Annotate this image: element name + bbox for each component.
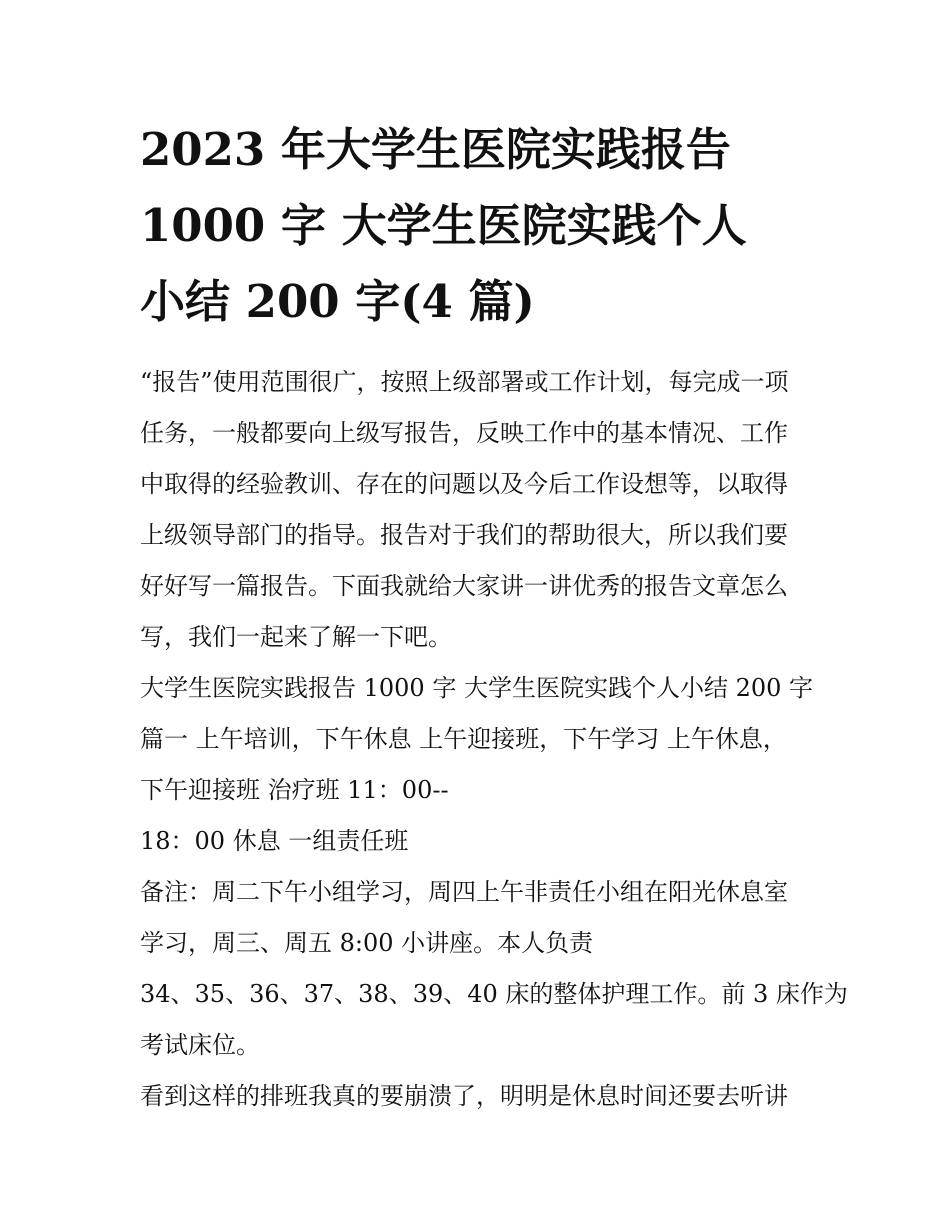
title-line: 2023 年大学生医院实践报告 bbox=[140, 123, 731, 176]
paragraph-shift bbox=[140, 816, 820, 867]
text-line: 34、35、36、37、38、39、40 床的整体护理工作。前 3 床作为 bbox=[140, 980, 848, 1008]
text-line: 学习，周三、周五 8:00 小讲座。本人负责 bbox=[140, 929, 594, 957]
text-line: 篇一 上午培训，下午休息 上午迎接班，下午学习 上午休息， bbox=[140, 725, 787, 753]
text-line: 考试床位。 bbox=[140, 1031, 260, 1059]
text-line: 写，我们一起来了解一下吧。 bbox=[140, 623, 452, 651]
text-line: 18：00 休息 一组责任班 bbox=[140, 827, 409, 855]
text-line: “报告”使用范围很广，按照上级部署或工作计划，每完成一项 bbox=[140, 368, 789, 396]
document-title bbox=[140, 112, 820, 340]
text-line: 任务，一般都要向上级写报告，反映工作中的基本情况、工作 bbox=[140, 419, 788, 447]
paragraph-notes bbox=[140, 867, 820, 969]
text-line: 好好写一篇报告。下面我就给大家讲一讲优秀的报告文章怎么 bbox=[140, 572, 788, 600]
text-line: 备注：周二下午小组学习，周四上午非责任小组在阳光休息室 bbox=[140, 878, 788, 906]
document-page bbox=[140, 112, 848, 1122]
title-line: 小结 200 字(4 篇) bbox=[140, 275, 535, 328]
paragraph-intro bbox=[140, 357, 820, 663]
title-line: 1000 字 大学生医院实践个人 bbox=[140, 199, 747, 252]
document-body bbox=[140, 357, 848, 1122]
text-line: 下午迎接班 治疗班 11：00-- bbox=[140, 776, 449, 804]
paragraph-reflection bbox=[140, 1071, 820, 1122]
paragraph-schedule bbox=[140, 663, 820, 816]
text-line: 看到这样的排班我真的要崩溃了，明明是休息时间还要去听讲 bbox=[140, 1082, 788, 1110]
paragraph-beds bbox=[140, 969, 848, 1071]
text-line: 大学生医院实践报告 1000 字 大学生医院实践个人小结 200 字 bbox=[140, 674, 814, 702]
text-line: 上级领导部门的指导。报告对于我们的帮助很大，所以我们要 bbox=[140, 521, 788, 549]
text-line: 中取得的经验教训、存在的问题以及今后工作设想等，以取得 bbox=[140, 470, 788, 498]
